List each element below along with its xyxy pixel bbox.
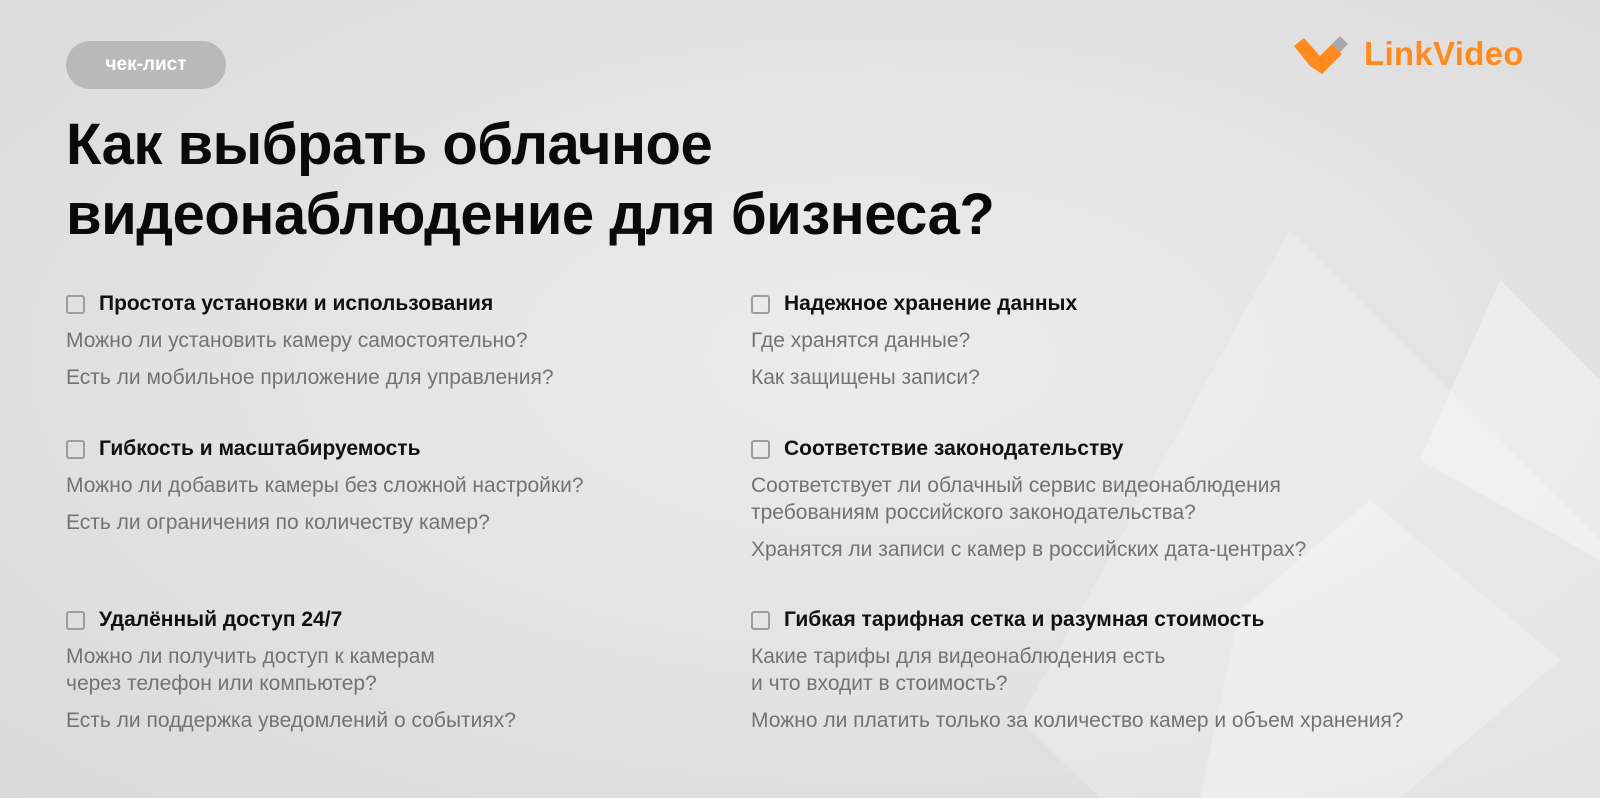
title-line-2: видеонаблюдение для бизнеса? (66, 182, 995, 247)
item-question: Можно ли платить только за количество камер и объем хранения? (751, 709, 1404, 732)
linkvideo-logo-icon (1294, 34, 1350, 74)
item-question: Есть ли поддержка уведомлений о событиях? (66, 709, 516, 732)
checklist-tag: чек-лист (66, 41, 226, 89)
item-title: Надежное хранение данных (784, 292, 1078, 315)
item-question: Какие тарифы для видеонаблюдения есть и что входит в стоимость? (751, 645, 1166, 695)
item-question: Можно ли получить доступ к камерам через телефон или компьютер? (66, 645, 435, 695)
checklist-item-pricing (751, 607, 1551, 734)
checkbox[interactable] (66, 611, 85, 630)
item-question: Есть ли мобильное приложение для управления? (66, 366, 554, 389)
item-question: Где хранятся данные? (751, 329, 971, 352)
brand-name: LinkVideo (1364, 35, 1524, 72)
item-title: Удалённый доступ 24/7 (99, 608, 343, 631)
checklist-item-storage (751, 291, 1551, 391)
checklist-item-installation (66, 291, 866, 391)
checklist-item-remote-access (66, 607, 866, 734)
checkbox[interactable] (751, 440, 770, 459)
checkbox[interactable] (751, 611, 770, 630)
item-question: Соответствует ли облачный сервис видеонаблюдения требованиям российского законодательства? (751, 474, 1281, 524)
checkbox[interactable] (751, 295, 770, 314)
checkbox[interactable] (66, 440, 85, 459)
item-question: Как защищены записи? (751, 366, 980, 389)
item-title: Соответствие законодательству (784, 437, 1124, 460)
checklist-item-legislation (751, 436, 1551, 563)
item-question: Можно ли установить камеру самостоятельно? (66, 329, 528, 352)
brand-logo (1294, 32, 1524, 76)
checkbox[interactable] (66, 295, 85, 314)
item-question: Можно ли добавить камеры без сложной настройки? (66, 474, 584, 497)
page-title (66, 110, 1166, 250)
item-question: Есть ли ограничения по количеству камер? (66, 511, 490, 534)
item-title: Гибкая тарифная сетка и разумная стоимость (784, 608, 1265, 631)
item-title: Простота установки и использования (99, 292, 494, 315)
item-question: Хранятся ли записи с камер в российских дата-центрах? (751, 538, 1307, 561)
title-line-1: Как выбрать облачное (66, 112, 713, 177)
item-title: Гибкость и масштабируемость (99, 437, 421, 460)
checklist-item-scalability (66, 436, 866, 536)
